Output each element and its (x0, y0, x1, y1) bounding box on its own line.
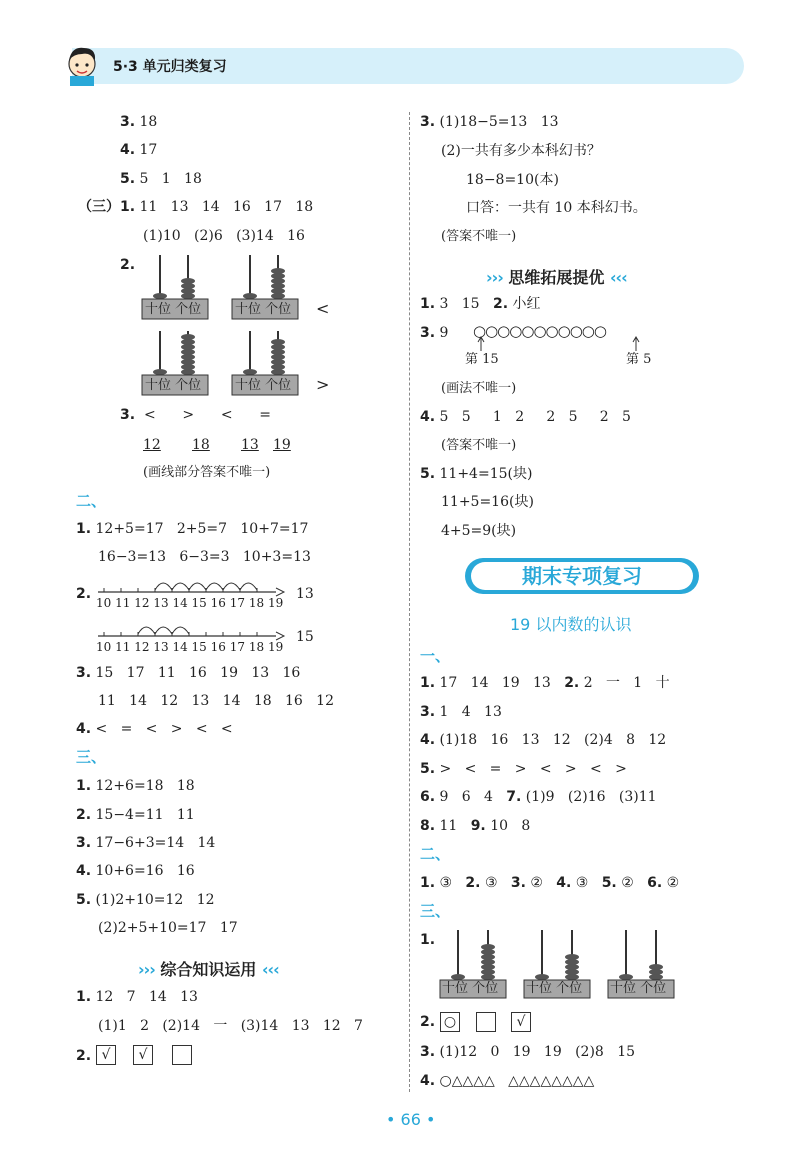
answer-line: 3. 18 (120, 114, 158, 130)
abacus-label: 十位 个位 (235, 302, 292, 317)
underlined-number: 13 (241, 437, 259, 453)
answer-line: （三）1. 11 13 14 16 17 18 (78, 199, 314, 215)
answer-line: 4. 5 5 1 2 2 5 2 5 (420, 409, 631, 425)
arrows (476, 336, 646, 352)
header-title: 5·3 单元归类复习 (113, 59, 227, 75)
answer-line: 6. 9 6 4 7. (1)9 (2)16 (3)11 (420, 789, 657, 805)
underlined-number: 19 (273, 437, 291, 453)
answer-line: 5. > < = > < > < > (420, 761, 627, 777)
section-heading: 三、 (76, 748, 107, 766)
underlined-number: 12 (143, 437, 161, 453)
underlined-number: 18 (192, 437, 210, 453)
empty-box (172, 1045, 192, 1065)
page-number: • 66 • (386, 1110, 436, 1129)
answer-line: 4. < = < > < < (76, 721, 233, 737)
abacus-label: 十位 个位 (526, 981, 583, 996)
answer-line: 2. 15−4=11 11 (76, 807, 195, 823)
abacus-label: 十位 个位 (235, 378, 292, 393)
compare-sign: < (316, 299, 330, 318)
answer-line: 1. 3 15 2. 小红 (420, 296, 541, 312)
question-number: 1. (420, 932, 436, 948)
answer-line: (1)10 (2)6 (3)14 16 (143, 228, 305, 244)
question-number: 2. (76, 586, 92, 602)
answer-line: 3. (1)12 0 19 19 (2)8 15 (420, 1044, 636, 1060)
answer-line: 16−3=13 6−3=3 10+3=13 (98, 549, 311, 565)
abacus-label: 十位 个位 (145, 378, 202, 393)
note: (答案不唯一) (441, 438, 517, 453)
empty-box (476, 1012, 496, 1032)
answer-line: 3. (1)18−5=13 13 (420, 114, 559, 130)
banner-synthesis: ››› 综合知识运用 ‹‹‹ (138, 960, 279, 979)
abacus-label: 十位 个位 (442, 981, 499, 996)
answer-line: (1)1 2 (2)14 一 (3)14 13 12 7 (98, 1018, 363, 1034)
subtitle: 19 以内数的认识 (510, 615, 632, 634)
answer-line: 1. 12+6=18 18 (76, 778, 195, 794)
answer-line: 1. 12 7 14 13 (76, 989, 198, 1005)
number-line-b (96, 618, 286, 640)
final-review-title: 期末专项复习 (471, 562, 693, 590)
abacus-label: 十位 个位 (145, 302, 202, 317)
answer-line: 8. 11 9. 10 8 (420, 818, 531, 834)
column-divider (409, 112, 410, 1092)
mascot-icon (64, 42, 100, 86)
answer-line: 3. < > < = (120, 407, 271, 423)
check-box: √ (96, 1045, 116, 1065)
question-number: 2. (76, 1048, 92, 1064)
answer-line: 1. 12+5=17 2+5=7 10+7=17 (76, 521, 309, 537)
answer-line: 4. ○△△△△ △△△△△△△△ (420, 1073, 595, 1089)
number-line-answer: 13 (296, 586, 314, 602)
answer-line: 口答：一共有 10 本科幻书。 (466, 200, 647, 216)
circle-row: ○○○○○○○○○○○ (473, 322, 606, 340)
section-heading: 一、 (420, 647, 451, 665)
position-label: 第 5 (626, 352, 652, 367)
note: (答案不唯一) (441, 229, 517, 244)
check-box: √ (133, 1045, 153, 1065)
banner-thinking: ››› 思维拓展提优 ‹‹‹ (486, 268, 627, 287)
question-number: 2. (420, 1014, 436, 1030)
answer-line: 5. 11+4=15(块) (420, 466, 533, 482)
answer-line: 5. 5 1 18 (120, 171, 202, 187)
tick-labels: 10 11 12 13 14 15 16 17 18 19 (96, 640, 284, 654)
circle-box: ○ (440, 1012, 460, 1032)
answer-line: 3. 1 4 13 (420, 704, 502, 720)
answer-line: 1. 17 14 19 13 2. 2 一 1 十 (420, 675, 670, 691)
answer-line: 18−8=10(本) (466, 172, 559, 188)
check-box: √ (511, 1012, 531, 1032)
tick-labels: 10 11 12 13 14 15 16 17 18 19 (96, 596, 284, 610)
answer-line: 4. (1)18 16 13 12 (2)4 8 12 (420, 732, 667, 748)
answer-line: 4+5=9(块) (441, 523, 517, 539)
answer-line: 11 14 12 13 14 18 16 12 (98, 693, 334, 709)
number-line-a (96, 574, 286, 596)
abacus-group-left (140, 255, 340, 395)
answer-line: (2)2+5+10=17 17 (98, 920, 238, 936)
abacus-label: 十位 个位 (610, 981, 667, 996)
answer-line: 5. (1)2+10=12 12 (76, 892, 215, 908)
answer-line: 11+5=16(块) (441, 494, 534, 510)
section-heading: 三、 (420, 902, 451, 920)
answer-line: (2)一共有多少本科幻书？ (441, 143, 601, 159)
answer-line: 3. 9 (420, 325, 449, 341)
section-heading: 二、 (420, 845, 451, 863)
position-label: 第 15 (465, 352, 499, 367)
answer-line: 1. ③ 2. ③ 3. ② 4. ③ 5. ② 6. ② (420, 875, 680, 891)
note: (画线部分答案不唯一) (143, 465, 271, 480)
question-number: 2. (120, 257, 136, 273)
answer-line: 3. 17−6+3=14 14 (76, 835, 216, 851)
answer-line: 3. 15 17 11 16 19 13 16 (76, 665, 301, 681)
answer-line: 4. 17 (120, 142, 158, 158)
answer-line: 4. 10+6=16 16 (76, 863, 195, 879)
note: (画法不唯一) (441, 381, 517, 396)
number-line-answer: 15 (296, 629, 314, 645)
section-heading: 二、 (76, 492, 107, 510)
compare-sign: > (316, 375, 330, 394)
